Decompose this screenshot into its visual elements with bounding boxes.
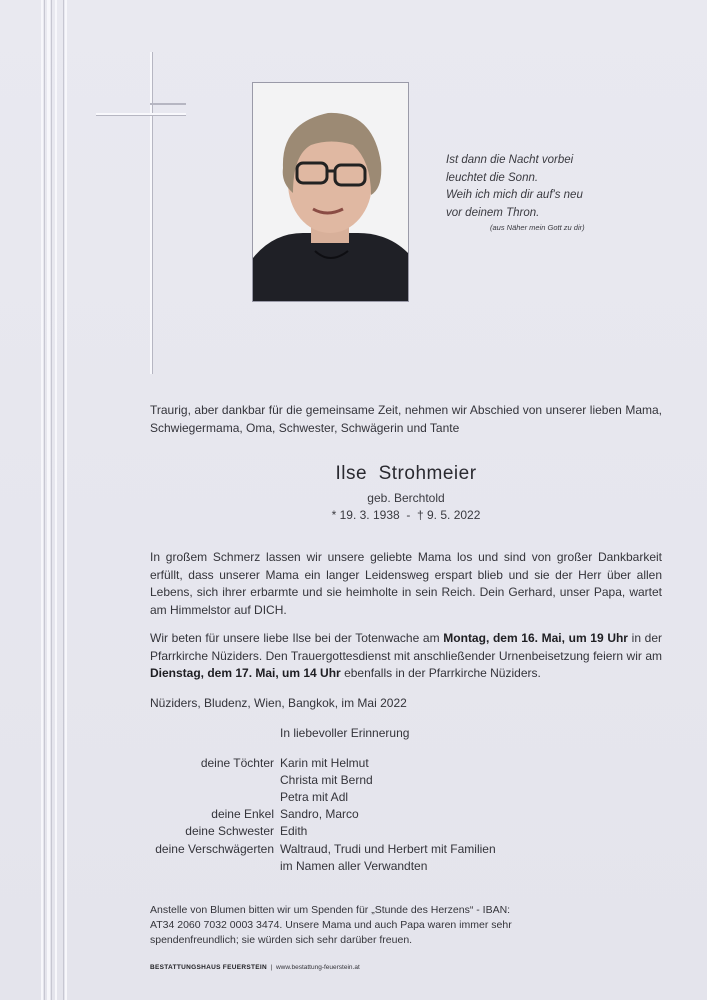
services-text: Wir beten für unsere liebe Ilse bei der Totenwache am — [150, 631, 444, 645]
relative-label: deine Töchter — [200, 756, 274, 770]
relative-value: Petra mit Adl — [280, 790, 349, 804]
wake-date: Montag, dem 16. Mai, um 19 Uhr — [443, 631, 628, 645]
poem-line: Ist dann die Nacht vorbei — [446, 154, 574, 166]
footer-separator: | — [270, 964, 273, 971]
decor-stripe — [47, 0, 50, 1000]
relative-value: Sandro, Marco — [280, 807, 359, 821]
paragraph-services — [150, 630, 662, 683]
portrait-illustration — [253, 83, 408, 301]
memory-line: In liebevoller Erinnerung — [280, 726, 410, 740]
decor-stripe — [51, 0, 52, 1000]
relative-label: deine Enkel — [211, 807, 274, 821]
poem-line: Weih ich mich dir auf's neu — [446, 189, 583, 201]
company-website: www.bestattung-feuerstein.at — [275, 964, 360, 971]
decor-stripe — [41, 0, 43, 1000]
cross-icon-bar — [96, 113, 186, 115]
relative-label: deine Schwester — [185, 824, 274, 838]
poem-source: (aus Näher mein Gott zu dir) — [490, 223, 585, 232]
relative-value: Waltraud, Trudi und Herbert mit Familien — [280, 842, 496, 856]
decor-stripe — [63, 0, 64, 1000]
intro-text: Traurig, aber dankbar für die gemeinsame Zeit, nehmen wir Abschied von unserer lieben Mama, Schwiegermama, Oma, Schwester, Schwägerin und Tante — [150, 403, 662, 435]
cross-icon — [150, 52, 152, 374]
portrait-photo — [252, 82, 409, 302]
deceased-name: Ilse Strohmeier — [335, 463, 477, 484]
decor-stripe — [44, 0, 45, 1000]
relative-value: Edith — [280, 824, 308, 838]
services-text: ebenfalls in der Pfarrkirche Nüziders. — [340, 666, 541, 681]
services-text: in der Pfarrkirche Nüziders. Den Trauergottesdienst mit anschließender Urnenbeisetzung feiern wir am — [150, 631, 663, 663]
places-line: Nüziders, Bludenz, Wien, Bangkok, im Mai 2022 — [150, 696, 407, 710]
relative-label: deine Verschwägerten — [155, 842, 274, 856]
paragraph-grief: In großem Schmerz lassen wir unsere geliebte Mama los und sind von großer Dankbarkeit erfüllt, dass unserer Mama ein langer Leidensweg erspart blieb und sie der Herr über allen Lebens, sich ihrer erbarmte und sie heimholte in sein Reich. Dein Gerhard, unser Papa, wartet am Himmelstor auf DICH. — [150, 550, 662, 617]
cross-icon-shadow — [150, 103, 186, 105]
funeral-date: Dienstag, dem 17. Mai, um 14 Uhr — [150, 666, 341, 681]
life-dates: * 19. 3. 1938 - † 9. 5. 2022 — [331, 508, 481, 522]
relative-value: Karin mit Helmut — [280, 756, 369, 770]
poem-block — [446, 152, 646, 234]
decor-stripe — [55, 0, 57, 1000]
donation-note: Anstelle von Blumen bitten wir um Spenden für „Stunde des Herzens“ - IBAN: AT34 2060 7032 0003 3474. Unsere Mama und auch Papa waren immer sehr spendenfreundlich; sie würden sich sehr darüber freuen. — [150, 904, 512, 946]
company-name: BESTATTUNGSHAUS FEUERSTEIN — [150, 964, 267, 971]
decor-stripe — [65, 0, 67, 1000]
footer — [150, 964, 360, 971]
relative-value: Christa mit Bernd — [280, 773, 373, 787]
poem-line: leuchtet die Sonn. — [446, 171, 539, 184]
poem-line: vor deinem Thron. — [446, 206, 540, 219]
maiden-name: geb. Berchtold — [367, 491, 445, 505]
relative-value: im Namen aller Verwandten — [280, 859, 428, 873]
